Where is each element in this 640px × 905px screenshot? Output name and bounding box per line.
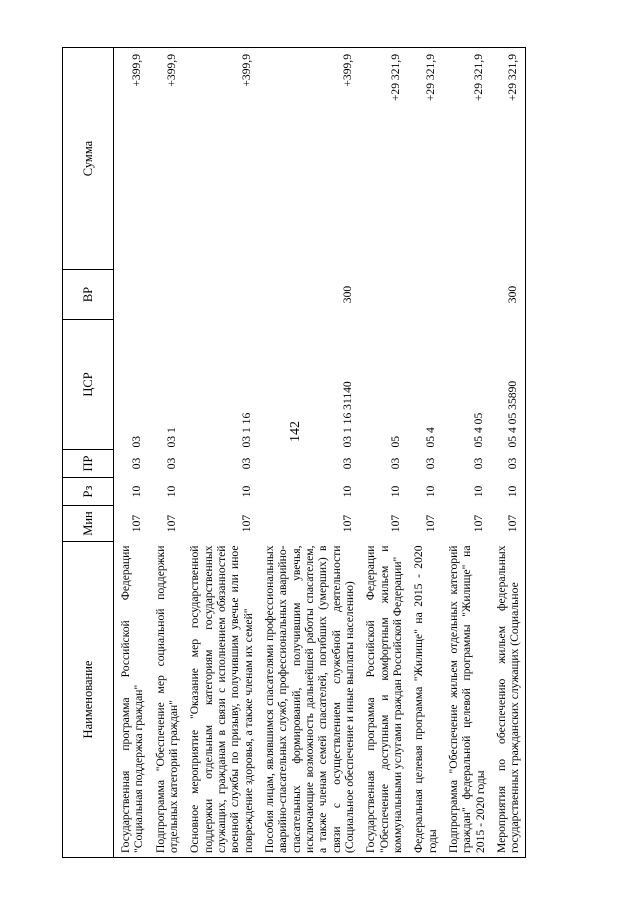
row-pr: 03	[164, 457, 178, 470]
header-pr: ПР	[63, 450, 114, 478]
table-row	[442, 48, 490, 858]
row-min: 107	[471, 514, 485, 533]
row-csr: 03 1 16 31140	[340, 381, 354, 448]
row-rz: 10	[239, 485, 253, 498]
row-vr	[359, 270, 407, 320]
row-vr	[442, 270, 490, 320]
row-sum: +399,9	[114, 48, 149, 270]
row-name: Основное мероприятие "Оказание мер государственной поддержки отдельным категориям государственных служащих, гражданам в связи с исполнением обязанностей военной службы по призыву, получившим увечье или иное повреждение здоровья, а также членам их семей"	[183, 542, 258, 858]
row-vr	[114, 270, 149, 320]
row-vr	[407, 270, 442, 320]
row-sum: +399,9	[258, 48, 359, 270]
table-row	[149, 48, 184, 858]
row-name: Подпрограмма "Обеспечение жильем отдельных категорий граждан" федеральной целевой программы "Жилище" на 2015 - 2020 годы	[442, 542, 490, 858]
row-rz: 10	[471, 485, 485, 498]
row-rz: 10	[130, 485, 144, 498]
row-vr: 300	[490, 270, 525, 320]
row-pr: 03	[423, 457, 437, 470]
row-min: 107	[388, 514, 402, 533]
row-pr: 03	[130, 457, 144, 470]
row-name: Федеральная целевая программа "Жилище" на 2015 - 2020 годы	[407, 542, 442, 858]
table-header-row	[63, 48, 114, 858]
row-pr: 03	[490, 450, 525, 478]
row-name: Государственная программа Российской Федерации "Социальная поддержка граждан"	[114, 542, 149, 858]
header-csr: ЦСР	[63, 320, 114, 450]
row-csr: 03 1	[164, 427, 178, 448]
row-rz: 10	[423, 485, 437, 498]
row-rz: 10	[164, 485, 178, 498]
row-pr: 03	[340, 457, 354, 470]
row-rz: 10	[490, 478, 525, 506]
table-row	[114, 48, 149, 858]
row-pr: 03	[239, 457, 253, 470]
header-sum: Сумма	[63, 48, 114, 270]
row-rz: 10	[340, 485, 354, 498]
table-row	[258, 48, 359, 858]
table-row	[490, 48, 525, 858]
row-csr: 05 4 05	[471, 412, 485, 448]
header-min: Мин	[63, 506, 114, 542]
row-min: 107	[239, 514, 253, 533]
row-sum: +29 321,9	[359, 48, 407, 270]
row-sum: +29 321,9	[490, 48, 525, 270]
row-pr: 03	[388, 457, 402, 470]
row-name: Пособия лицам, являвшимся спасателями профессиональных аварийно-спасательных служб, профессиональных аварийно-спасательных формирований, получившим увечья, исключающие возможность дальнейшей работы спасателем, а также членам семей спасателей, погибших (умерших) в связи с осуществлением служебной деятельности (Социальное обеспечение и иные выплаты населению)	[258, 542, 359, 858]
row-sum: +399,9	[149, 48, 184, 270]
row-vr: 300	[340, 285, 354, 304]
table-row	[407, 48, 442, 858]
rotated-page-content	[62, 48, 604, 858]
row-csr: 05 4 05 35890	[490, 320, 525, 450]
row-pr: 03	[471, 457, 485, 470]
row-sum: +29 321,9	[407, 48, 442, 270]
row-min: 107	[423, 514, 437, 533]
row-name: Мероприятия по обеспечению жильем федеральных государственных гражданских служащих (Социальное	[490, 542, 525, 858]
row-csr: 05	[388, 435, 402, 448]
row-sum: +399,9	[183, 48, 258, 270]
row-vr	[183, 270, 258, 320]
header-rz: Рз	[63, 478, 114, 506]
row-min: 107	[490, 506, 525, 542]
budget-table	[62, 47, 526, 858]
row-sum: +29 321,9	[442, 48, 490, 270]
row-csr: 05 4	[423, 427, 437, 448]
header-name: Наименование	[63, 542, 114, 858]
row-min: 107	[164, 514, 178, 533]
row-name: Подпрограмма "Обеспечение мер социальной поддержки отдельных категорий граждан"	[149, 542, 184, 858]
row-vr	[149, 270, 184, 320]
header-vr: ВР	[63, 270, 114, 320]
row-min: 107	[130, 514, 144, 533]
table-row	[183, 48, 258, 858]
row-csr: 03 1 16	[239, 412, 253, 448]
row-rz: 10	[388, 485, 402, 498]
row-name: Государственная программа Российской Федерации "Обеспечение доступным и комфортным жильем и коммунальными услугами граждан Российской Федерации"	[359, 542, 407, 858]
row-min: 107	[340, 514, 354, 533]
row-csr: 03	[130, 435, 144, 448]
page-number: 142	[288, 421, 303, 442]
table-row	[359, 48, 407, 858]
